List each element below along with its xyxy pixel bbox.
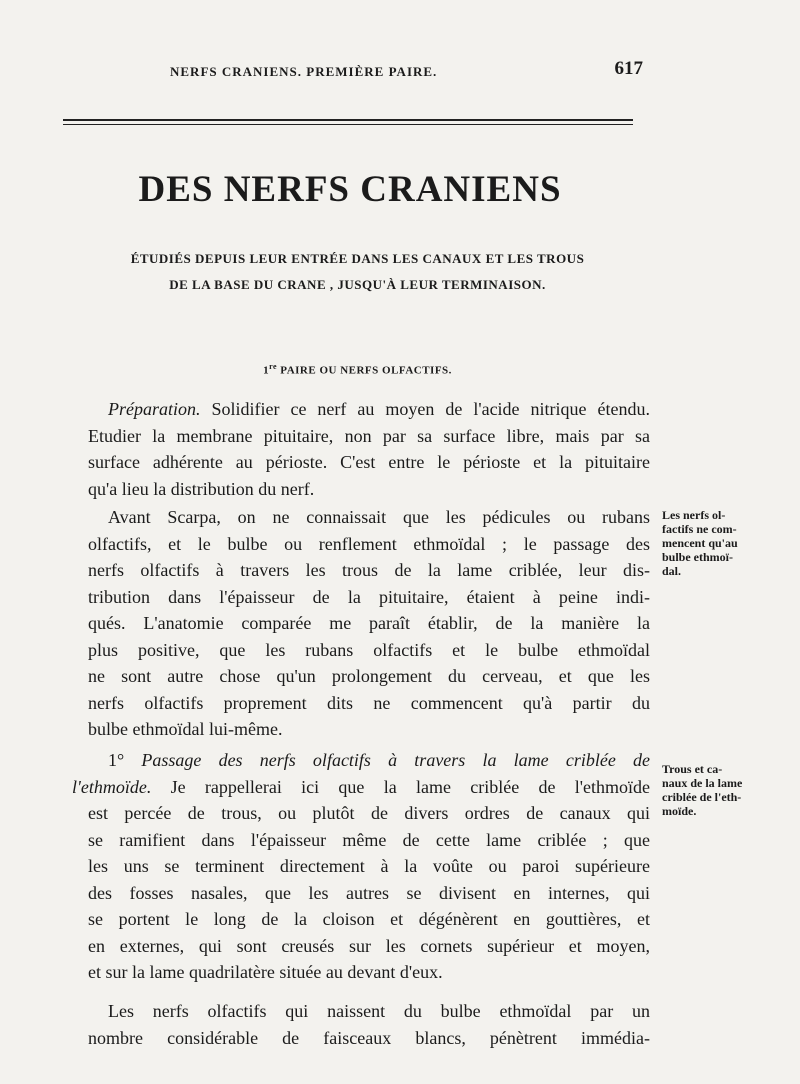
paragraph-line: et sur la lame quadrilatère située au devant d'eux. (88, 962, 443, 982)
margin-note-line: Les nerfs ol- (662, 508, 726, 522)
section-superscript: re (269, 362, 278, 371)
section-heading (60, 362, 655, 377)
margin-note-line: dal. (662, 564, 682, 578)
paragraph-line: des fosses nasales, que les autres se divisent en internes, qui (88, 882, 650, 903)
paragraph-line: les uns se terminent directement à la voûte ou paroi supérieure (88, 856, 650, 876)
subtitle-line: ÉTUDIÉS DEPUIS LEUR ENTRÉE DANS LES CANAUX ET LES TROUS (130, 251, 585, 266)
italic-heading: l'ethmoïde. (72, 776, 152, 797)
paragraph-text: Je rappellerai ici que la lame criblée de l'ethmoïde (151, 776, 650, 797)
italic-heading: Passage des nerfs olfactifs à travers la lame criblée de (141, 750, 650, 770)
margin-note-line: moïde. (662, 804, 697, 818)
margin-note-line: Trous et ca- (662, 762, 723, 776)
paragraph-line: bulbe ethmoïdal lui-même. (88, 719, 283, 739)
header-rule-thick (63, 119, 633, 121)
margin-note-olfactifs (662, 508, 770, 578)
paragraph-line: en externes, qui sont creusés sur les cornets supérieur et moyen, (88, 935, 650, 956)
paragraph-line: plus positive, que les rubans olfactifs et le bulbe ethmoïdal (88, 639, 650, 660)
paragraph-line: Avant Scarpa, on ne connaissait que les pédicules ou rubans (108, 507, 650, 527)
paragraph-line: Etudier la membrane pituitaire, non par sa surface libre, mais par sa (88, 425, 650, 446)
show-through-text (140, 92, 144, 116)
paragraph-line: se portent le long de la cloison et dégénèrent en gouttières, et (88, 909, 650, 929)
margin-note-line: naux de la lame (662, 776, 743, 790)
paragraph-line: tribution dans l'épaisseur de la pituitaire, étaient à peine indi- (88, 586, 650, 607)
paragraph-line: nombre considérable de faisceaux blancs, pénètrent immédia- (88, 1027, 650, 1048)
paragraph-text: Solidifier ce nerf au moyen de l'acide nitrique étendu. (200, 399, 650, 419)
paragraph-line (88, 747, 650, 774)
margin-note-line: criblée de l'eth- (662, 790, 742, 804)
running-title: NERFS CRANIENS. PREMIÈRE PAIRE. (170, 64, 438, 79)
paragraph-line: olfactifs, et le bulbe ou renflement ethmoïdal ; le passage des (88, 533, 650, 554)
margin-note-line: mencent qu'au (662, 536, 738, 550)
paragraph-preparation (88, 396, 650, 502)
paragraph-line: nerfs olfactifs à travers les trous de la lame criblée, leur dis- (88, 560, 650, 580)
paragraph-line (72, 774, 650, 801)
margin-note-line: factifs ne com- (662, 522, 737, 536)
paragraph-line: est percée de trous, ou plutôt de divers ordres de canaux qui (88, 803, 650, 823)
paragraph-line: Les nerfs olfactifs qui naissent du bulbe ethmoïdal par un (108, 1001, 650, 1021)
section-heading-text: PAIRE OU NERFS OLFACTIFS. (277, 364, 452, 377)
paragraph-line: surface adhérente au périoste. C'est entre le périoste et la pituitaire (88, 452, 650, 472)
paragraph-scarpa (88, 504, 650, 743)
paragraph-line: qu'a lieu la distribution du nerf. (88, 478, 315, 499)
paragraph-line (88, 396, 650, 423)
paragraph-line: ne sont autre chose qu'un prolongement du cerveau, et que les (88, 666, 650, 686)
paragraph-line: qués. L'anatomie comparée me paraît établir, de la manière la (88, 613, 650, 633)
preparation-label: Préparation. (108, 399, 201, 419)
page-number: 617 (614, 58, 643, 79)
margin-note-trous (662, 762, 770, 818)
subtitle-line: DE LA BASE DU CRANE , JUSQU'À LEUR TERMINAISON. (169, 277, 546, 292)
section-number: 1 (263, 364, 270, 377)
chapter-title: DES NERFS CRANIENS (138, 169, 562, 210)
page-header (60, 58, 655, 84)
item-number: 1° (108, 750, 142, 770)
paragraph-lame-criblee (72, 747, 650, 986)
chapter-subtitle (60, 246, 655, 298)
paragraph-line: se ramifient dans l'épaisseur même de cette lame criblée ; que (88, 829, 650, 850)
margin-note-line: bulbe ethmoï- (662, 550, 734, 564)
paragraph-bulbe (88, 998, 650, 1051)
header-rule-thin (63, 124, 633, 125)
paragraph-line: nerfs olfactifs proprement dits ne commencent qu'à partir du (88, 692, 650, 713)
